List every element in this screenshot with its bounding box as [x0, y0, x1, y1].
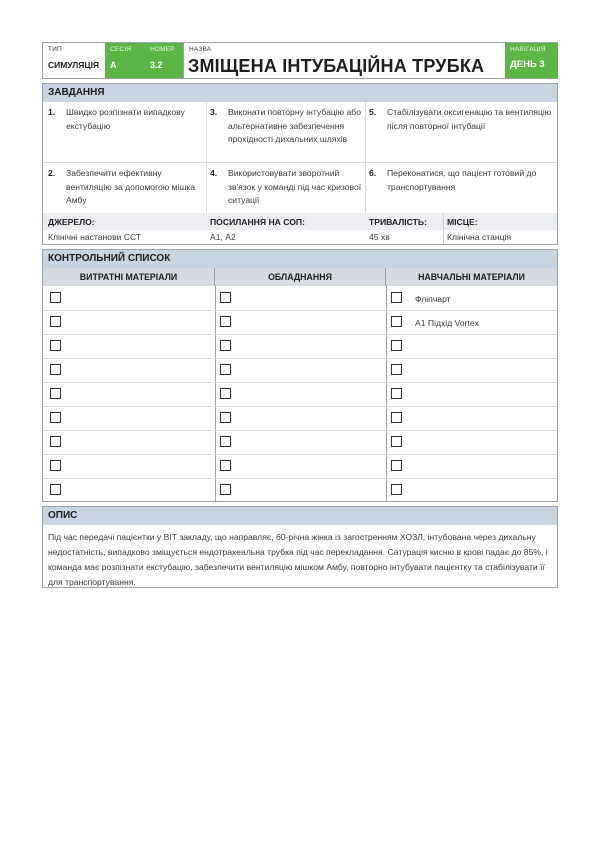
description-heading: ОПИС [43, 507, 557, 525]
task-text: Виконати повторну інтубацію або альтернативне забезпечення прохідності дихальних шляхів [228, 107, 361, 144]
checkbox[interactable] [391, 484, 402, 495]
description-text: Під час передачі пацієнтки у ВІТ закладу, що направляє, 60-річна жінка із загостренням ХОЗЛ, інтубована через дихальну недостатність, випадково зміщується ендотрахеальна трубка під час перекладання. Сатурація кисню в крові падає до 85%, і команда має розпізнати екстубацію, забезпечити вентиляцію мішком Амбу, повторно інтубувати пацієнтку та стабілізувати її для транспортування. [48, 532, 548, 587]
divider [443, 213, 444, 244]
checkbox[interactable] [50, 388, 61, 399]
source-value: Клінічні настанови ССТ [48, 232, 142, 242]
task-number: 2. [48, 168, 56, 178]
row-divider [43, 334, 557, 335]
checkbox[interactable] [220, 364, 231, 375]
divider [386, 286, 387, 501]
description-section [42, 506, 558, 588]
place-value: Клінічна станція [447, 232, 512, 242]
type-cell [43, 43, 105, 78]
number-cell [145, 43, 183, 78]
divider [215, 286, 216, 501]
type-value: СИМУЛЯЦІЯ [48, 60, 100, 70]
checklist-section [42, 249, 558, 502]
divider [365, 102, 366, 213]
nav-label: НАВІГАЦІЯ [510, 46, 546, 53]
type-label: ТИП [48, 46, 62, 53]
checkbox[interactable] [50, 364, 61, 375]
task-text: Переконатися, що пацієнт готовий до транспортування [387, 168, 537, 192]
checkbox[interactable] [50, 316, 61, 327]
checkbox[interactable] [50, 436, 61, 447]
checkbox[interactable] [391, 412, 402, 423]
duration-label: ТРИВАЛІСТЬ: [369, 217, 427, 227]
checkbox[interactable] [220, 484, 231, 495]
row-divider [43, 382, 557, 383]
divider [43, 162, 557, 163]
checklist-heading: КОНТРОЛЬНИЙ СПИСОК [43, 250, 557, 268]
task-number: 5. [369, 107, 377, 117]
checkbox[interactable] [220, 436, 231, 447]
checkbox[interactable] [391, 340, 402, 351]
number-value: 3.2 [150, 60, 163, 70]
sop-value: А1, А2 [210, 232, 236, 242]
checkbox[interactable] [391, 316, 402, 327]
task-number: 1. [48, 107, 56, 117]
place-label: МІСЦЕ: [447, 217, 478, 227]
checkbox[interactable] [50, 340, 61, 351]
row-divider [43, 430, 557, 431]
checkbox[interactable] [220, 412, 231, 423]
checkbox[interactable] [50, 292, 61, 303]
nav-value: ДЕНЬ 3 [510, 59, 545, 70]
task-text: Стабілізувати оксигенацію та вентиляцію після повторної інтубації [387, 107, 552, 131]
col-header-equipment: ОБЛАДНАННЯ [215, 268, 386, 286]
meta-row [43, 213, 557, 244]
checkbox[interactable] [220, 340, 231, 351]
source-label: ДЖЕРЕЛО: [48, 217, 95, 227]
checkbox[interactable] [391, 364, 402, 375]
checkbox[interactable] [391, 436, 402, 447]
tasks-heading: ЗАВДАННЯ [43, 84, 557, 102]
checkbox[interactable] [391, 292, 402, 303]
checkbox[interactable] [391, 460, 402, 471]
task-text: Використовувати зворотний зв'язок у команді під час кризової ситуації [228, 168, 362, 205]
checkbox[interactable] [220, 292, 231, 303]
col-header-consumables: ВИТРАТНІ МАТЕРІАЛИ [43, 268, 215, 286]
task-text: Забезпечити ефективну вентиляцію за допомогою мішка Амбу [66, 168, 196, 205]
page-title: ЗМІЩЕНА ІНТУБАЦІЙНА ТРУБКА [188, 56, 485, 76]
nav-cell [505, 43, 558, 78]
number-label: НОМЕР [150, 46, 175, 53]
row-divider [43, 358, 557, 359]
checkbox[interactable] [220, 388, 231, 399]
duration-value: 45 хв [369, 232, 390, 242]
checkbox[interactable] [220, 460, 231, 471]
session-cell [105, 43, 145, 78]
task-number: 6. [369, 168, 377, 178]
checkbox[interactable] [50, 460, 61, 471]
checklist-item-label: Фліпчарт [415, 294, 451, 304]
header-bar [42, 42, 558, 79]
session-value: А [110, 60, 117, 70]
checkbox[interactable] [391, 388, 402, 399]
task-number: 4. [210, 168, 218, 178]
tasks-section [42, 83, 558, 245]
sop-label: ПОСИЛАННЯ НА СОП: [210, 217, 305, 227]
checkbox[interactable] [50, 484, 61, 495]
checkbox[interactable] [220, 316, 231, 327]
title-label: НАЗВА [189, 46, 212, 53]
row-divider [43, 406, 557, 407]
row-divider [43, 310, 557, 311]
task-text: Швидко розпізнати випадкову екстубацію [66, 107, 185, 131]
row-divider [43, 454, 557, 455]
divider [206, 102, 207, 213]
task-number: 3. [210, 107, 218, 117]
checkbox[interactable] [50, 412, 61, 423]
col-header-learning: НАВЧАЛЬНІ МАТЕРІАЛИ [386, 268, 557, 286]
checklist-item-label: А1 Підхід Vortex [415, 318, 479, 328]
row-divider [43, 478, 557, 479]
session-label: СЕСІЯ [110, 46, 132, 53]
title-cell [183, 43, 505, 78]
